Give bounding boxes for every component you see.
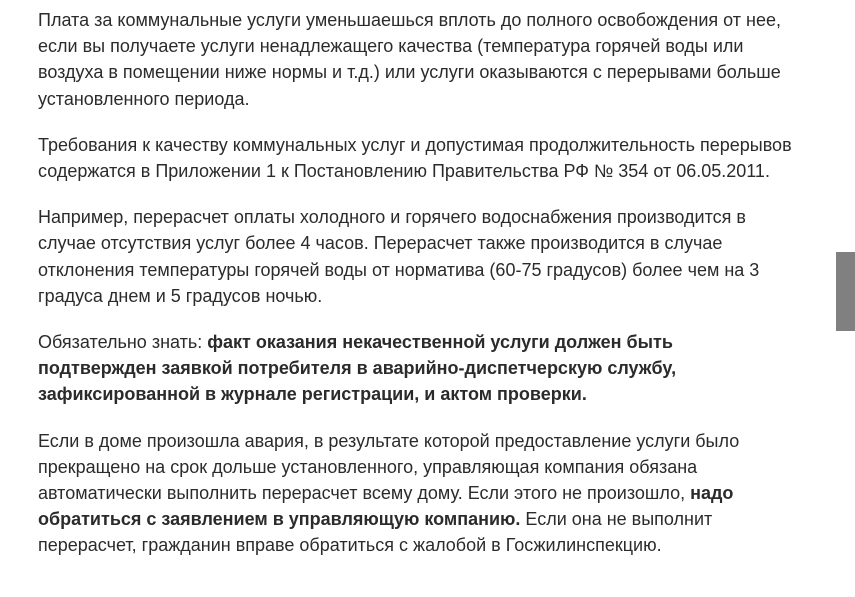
paragraph [38, 428, 855, 559]
text-line [38, 506, 855, 532]
text-line [38, 86, 855, 112]
text-line [38, 59, 855, 85]
bold-text-segment: зафиксированной в журнале регистрации, и актом проверки. [38, 384, 587, 405]
text-line [38, 428, 855, 454]
paragraph [38, 329, 855, 408]
text-line [38, 158, 855, 184]
text-line [38, 132, 855, 158]
text-line [38, 480, 855, 506]
paragraph [38, 132, 855, 184]
text-segment: Если она не выполнит [520, 509, 713, 530]
bold-text-segment: подтвержден заявкой потребителя в аварийно-диспетчерскую службу, [38, 358, 677, 379]
text-segment: Обязательно знать: [38, 332, 208, 353]
text-segment: Например, перерасчет оплаты холодного и горячего водоснабжения производится в [38, 207, 746, 228]
text-line [38, 355, 855, 381]
text-segment: Если в доме произошла авария, в результате которой предоставление услуги было [38, 430, 740, 451]
bold-text-segment: факт оказания некачественной услуги должен быть [207, 332, 673, 353]
text-segment: воздуха в помещении ниже нормы и т.д.) или услуги оказываются с перерывами больше [38, 62, 781, 83]
text-line [38, 454, 855, 480]
text-line [38, 329, 855, 355]
text-segment: установленного периода. [38, 88, 250, 109]
bold-text-segment: обратиться с заявлением в управляющую компанию. [38, 509, 521, 530]
text-line [38, 257, 855, 283]
text-segment: Плата за коммунальные услуги уменьшаешься вплоть до полного освобождения от нее, [38, 10, 781, 30]
article-body [38, 7, 855, 579]
text-segment: градуса днем и 5 градусов ночью. [38, 285, 323, 306]
text-segment: прекращено на срок дольше установленного, управляющая компания обязана [38, 456, 698, 477]
text-segment: случае отсутствия услуг более 4 часов. Перерасчет также производится в случае [38, 233, 723, 254]
text-line [38, 204, 855, 230]
text-line [38, 230, 855, 256]
paragraph [38, 7, 855, 112]
text-line [38, 532, 855, 558]
text-segment: автоматически выполнить перерасчет всему дому. Если этого не произошло, [38, 483, 691, 504]
text-segment: перерасчет, гражданин вправе обратиться с жалобой в Госжилинспекцию. [38, 535, 662, 556]
text-segment: Требования к качеству коммунальных услуг и допустимая продолжительность перерывов [38, 134, 792, 155]
text-segment: отклонения температуры горячей воды от норматива (60-75 градусов) более чем на 3 [38, 259, 760, 280]
text-segment: содержатся в Приложении 1 к Постановлению Правительства РФ № 354 от 06.05.2011. [38, 161, 770, 182]
text-line [38, 33, 855, 59]
text-line [38, 7, 855, 33]
bold-text-segment: надо [690, 483, 734, 504]
text-line [38, 381, 855, 407]
text-line [38, 283, 855, 309]
scrollbar-thumb[interactable] [836, 252, 855, 331]
text-segment: если вы получаете услуги ненадлежащего качества (температура горячей воды или [38, 36, 744, 57]
paragraph [38, 204, 855, 309]
